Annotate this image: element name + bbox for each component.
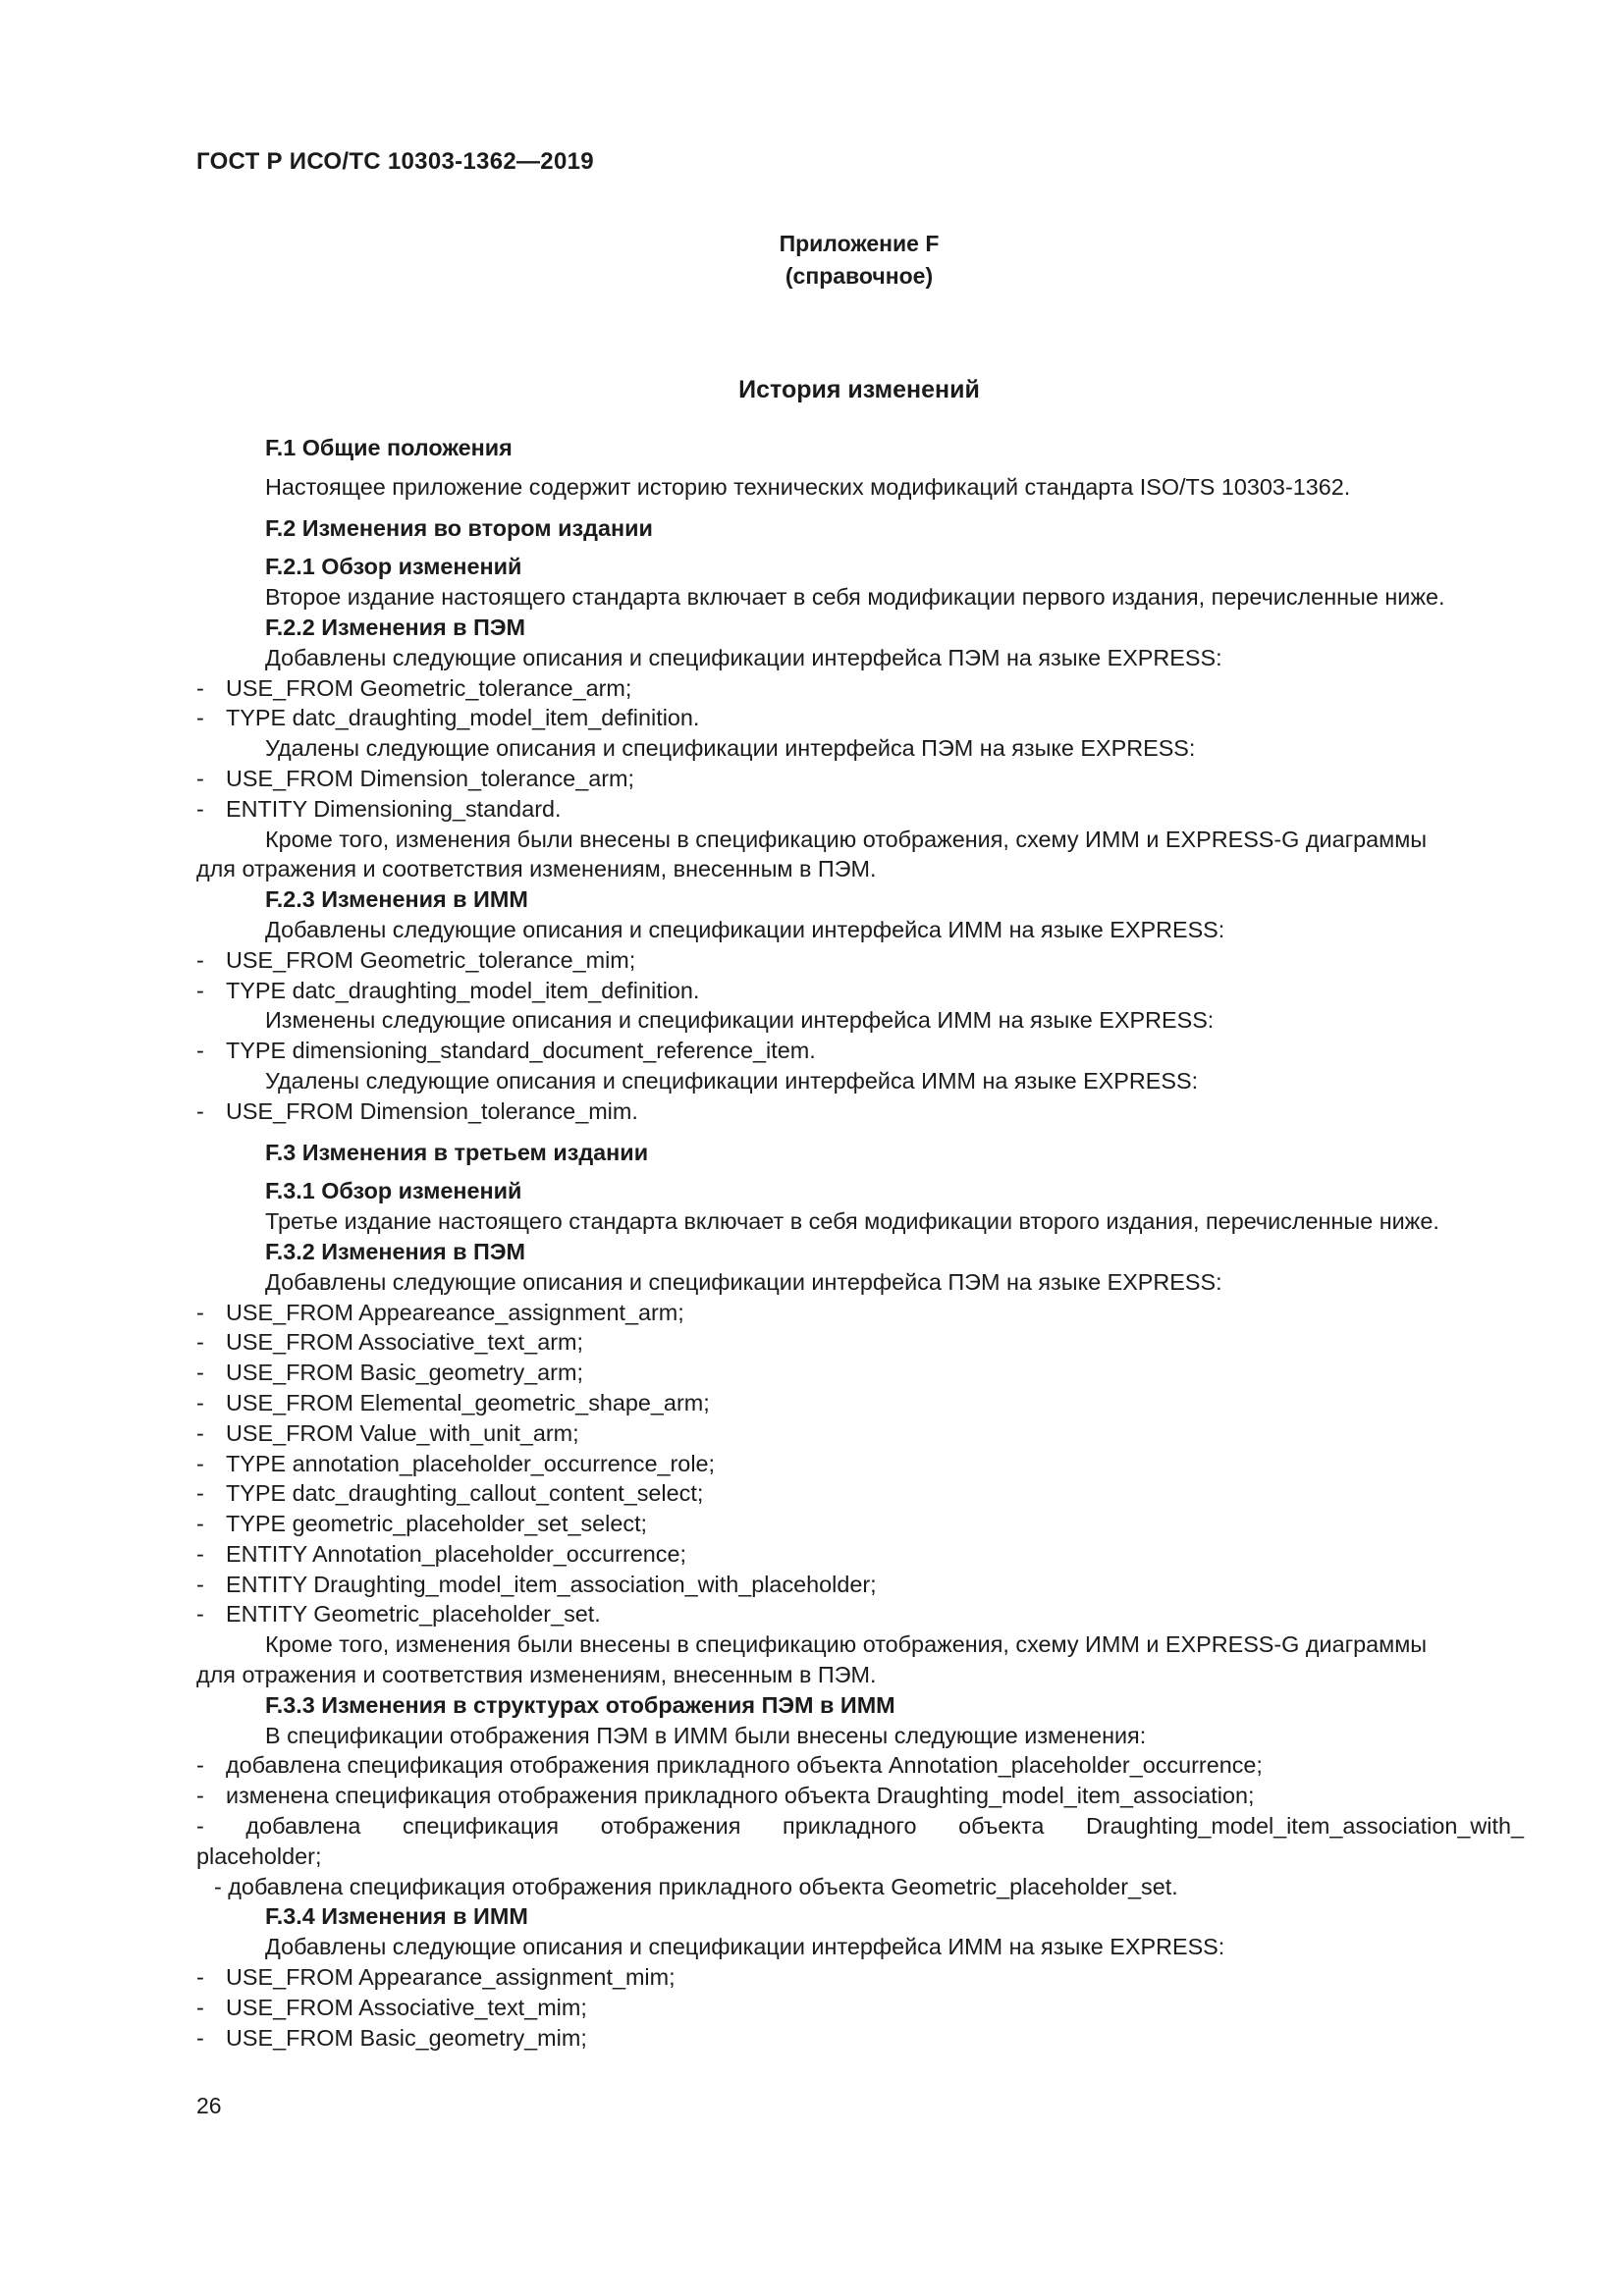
- list-dash: -: [196, 1299, 204, 1325]
- list-dash: -: [196, 674, 204, 701]
- section-f22-removed-intro: Удалены следующие описания и спецификации интерфейса ПЭМ на языке EXPRESS:: [265, 735, 1196, 762]
- list-item: - USE_FROM Dimension_tolerance_arm;: [196, 764, 1524, 794]
- list-dash: -: [196, 1329, 204, 1356]
- list-item: - USE_FROM Geometric_tolerance_mim;: [196, 945, 1524, 976]
- list-dash: -: [196, 1964, 204, 1991]
- section-f34-added-intro: Добавлены следующие описания и спецификации интерфейса ИММ на языке EXPRESS:: [265, 1934, 1225, 1960]
- list-dash: -: [196, 1038, 204, 1064]
- list-item: - TYPE datc_draughting_callout_content_select;: [196, 1478, 1524, 1509]
- list-item: - USE_FROM Value_with_unit_arm;: [196, 1418, 1524, 1449]
- list-dash: -: [196, 1783, 204, 1809]
- section-f32-added-intro: Добавлены следующие описания и спецификации интерфейса ПЭМ на языке EXPRESS:: [265, 1268, 1222, 1295]
- section-f31-heading: F.3.1 Обзор изменений: [265, 1178, 522, 1204]
- list-item: - TYPE dimensioning_standard_document_reference_item.: [196, 1036, 1524, 1066]
- history-title: История изменений: [738, 376, 980, 403]
- section-f23-added-intro: Добавлены следующие описания и спецификации интерфейса ИММ на языке EXPRESS:: [265, 916, 1225, 942]
- list-dash: -: [196, 1601, 204, 1628]
- list-dash: -: [196, 977, 204, 1003]
- list-item: - TYPE datc_draughting_model_item_definition.: [196, 976, 1524, 1006]
- section-f22-note-line1: Кроме того, изменения были внесены в спецификацию отображения, схему ИММ и EXPRESS-G диаграммы: [265, 826, 1428, 852]
- section-f33-item3-line2: placeholder;: [196, 1842, 322, 1869]
- list-item: - ENTITY Geometric_placeholder_set.: [196, 1599, 1524, 1629]
- section-f21-heading: F.2.1 Обзор изменений: [265, 554, 522, 580]
- list-dash: -: [196, 946, 204, 973]
- section-f3-heading: F.3 Изменения в третьем издании: [265, 1139, 649, 1165]
- list-dash: -: [196, 1752, 204, 1779]
- list-dash: -: [196, 1419, 204, 1446]
- list-item: - USE_FROM Elemental_geometric_shape_arm;: [196, 1388, 1524, 1418]
- list-dash: -: [196, 2024, 204, 2051]
- page-number: 26: [196, 2093, 222, 2118]
- list-item: - ENTITY Annotation_placeholder_occurrence;: [196, 1539, 1524, 1570]
- list-dash: -: [196, 1360, 204, 1386]
- section-f22-note-line2: для отражения и соответствия изменениям, внесенным в ПЭМ.: [196, 856, 877, 882]
- list-dash: -: [196, 1480, 204, 1507]
- section-f33-item3-line1: - добавлена спецификация отображения прикладного объекта Draughting_model_item_association_with_: [196, 1813, 1524, 1840]
- section-f34-heading: F.3.4 Изменения в ИММ: [265, 1903, 528, 1930]
- section-f1-heading: F.1 Общие положения: [265, 435, 513, 460]
- document-body: [196, 433, 1524, 2053]
- list-item: - USE_FROM Basic_geometry_arm;: [196, 1358, 1524, 1388]
- list-dash: -: [196, 795, 204, 822]
- list-item: - USE_FROM Basic_geometry_mim;: [196, 2023, 1524, 2054]
- list-item: - USE_FROM Associative_text_mim;: [196, 1993, 1524, 2023]
- section-f32-note-line2: для отражения и соответствия изменениям, внесенным в ПЭМ.: [196, 1662, 877, 1688]
- list-item: - TYPE geometric_placeholder_set_select;: [196, 1509, 1524, 1539]
- list-item: - USE_FROM Geometric_tolerance_arm;: [196, 673, 1524, 704]
- section-f32-note-line1: Кроме того, изменения были внесены в спецификацию отображения, схему ИММ и EXPRESS-G диаграммы: [265, 1631, 1428, 1658]
- annex-heading: [0, 228, 1624, 293]
- list-item: - изменена спецификация отображения прикладного объекта Draughting_model_item_association;: [196, 1781, 1524, 1811]
- section-f31-text: Третье издание настоящего стандарта включает в себя модификации второго издания, перечисленные ниже.: [265, 1208, 1439, 1235]
- list-item: - USE_FROM Appearance_assignment_mim;: [196, 1962, 1524, 1993]
- section-f2-heading: F.2 Изменения во втором издании: [265, 514, 653, 541]
- list-dash: -: [196, 1571, 204, 1597]
- list-item: - ENTITY Draughting_model_item_association_with_placeholder;: [196, 1570, 1524, 1600]
- section-f21-text: Второе издание настоящего стандарта включает в себя модификации первого издания, перечисленные ниже.: [265, 584, 1445, 611]
- section-f22-heading: F.2.2 Изменения в ПЭМ: [265, 614, 525, 640]
- list-item: - TYPE datc_draughting_model_item_definition.: [196, 703, 1524, 733]
- list-dash: -: [196, 1389, 204, 1415]
- annex-type: (справочное): [785, 263, 934, 289]
- list-item: - TYPE annotation_placeholder_occurrence_role;: [196, 1449, 1524, 1479]
- section-f32-heading: F.3.2 Изменения в ПЭМ: [265, 1238, 525, 1264]
- list-item: - ENTITY Dimensioning_standard.: [196, 794, 1524, 825]
- list-dash: -: [196, 705, 204, 731]
- annex-title: Приложение F: [779, 231, 940, 256]
- section-f33-heading: F.3.3 Изменения в структурах отображения ПЭМ в ИММ: [265, 1691, 895, 1718]
- list-dash: -: [196, 1450, 204, 1476]
- section-f1-text: Настоящее приложение содержит историю технических модификаций стандарта ISO/TS 10303-1362.: [265, 473, 1351, 500]
- section-f22-added-intro: Добавлены следующие описания и спецификации интерфейса ПЭМ на языке EXPRESS:: [265, 644, 1222, 670]
- list-dash: -: [196, 1540, 204, 1567]
- list-item: - USE_FROM Appeareance_assignment_arm;: [196, 1298, 1524, 1328]
- list-item: - USE_FROM Dimension_tolerance_mim.: [196, 1096, 1524, 1127]
- section-f33-item4: - добавлена спецификация отображения прикладного объекта Geometric_placeholder_set.: [214, 1873, 1178, 1899]
- section-f23-heading: F.2.3 Изменения в ИММ: [265, 886, 528, 913]
- list-item: - добавлена спецификация отображения прикладного объекта Annotation_placeholder_occurrence;: [196, 1750, 1524, 1781]
- section-f23-removed-intro: Удалены следующие описания и спецификации интерфейса ИММ на языке EXPRESS:: [265, 1067, 1199, 1094]
- list-dash: -: [196, 1994, 204, 2020]
- list-dash: -: [196, 1097, 204, 1124]
- list-dash: -: [196, 1511, 204, 1537]
- document-header-code: ГОСТ Р ИСО/ТС 10303-1362—2019: [196, 148, 594, 175]
- list-dash: -: [196, 765, 204, 791]
- section-f23-changed-intro: Изменены следующие описания и спецификации интерфейса ИММ на языке EXPRESS:: [265, 1007, 1215, 1034]
- list-item: - USE_FROM Associative_text_arm;: [196, 1327, 1524, 1358]
- section-f33-intro: В спецификации отображения ПЭМ в ИММ были внесены следующие изменения:: [265, 1722, 1147, 1748]
